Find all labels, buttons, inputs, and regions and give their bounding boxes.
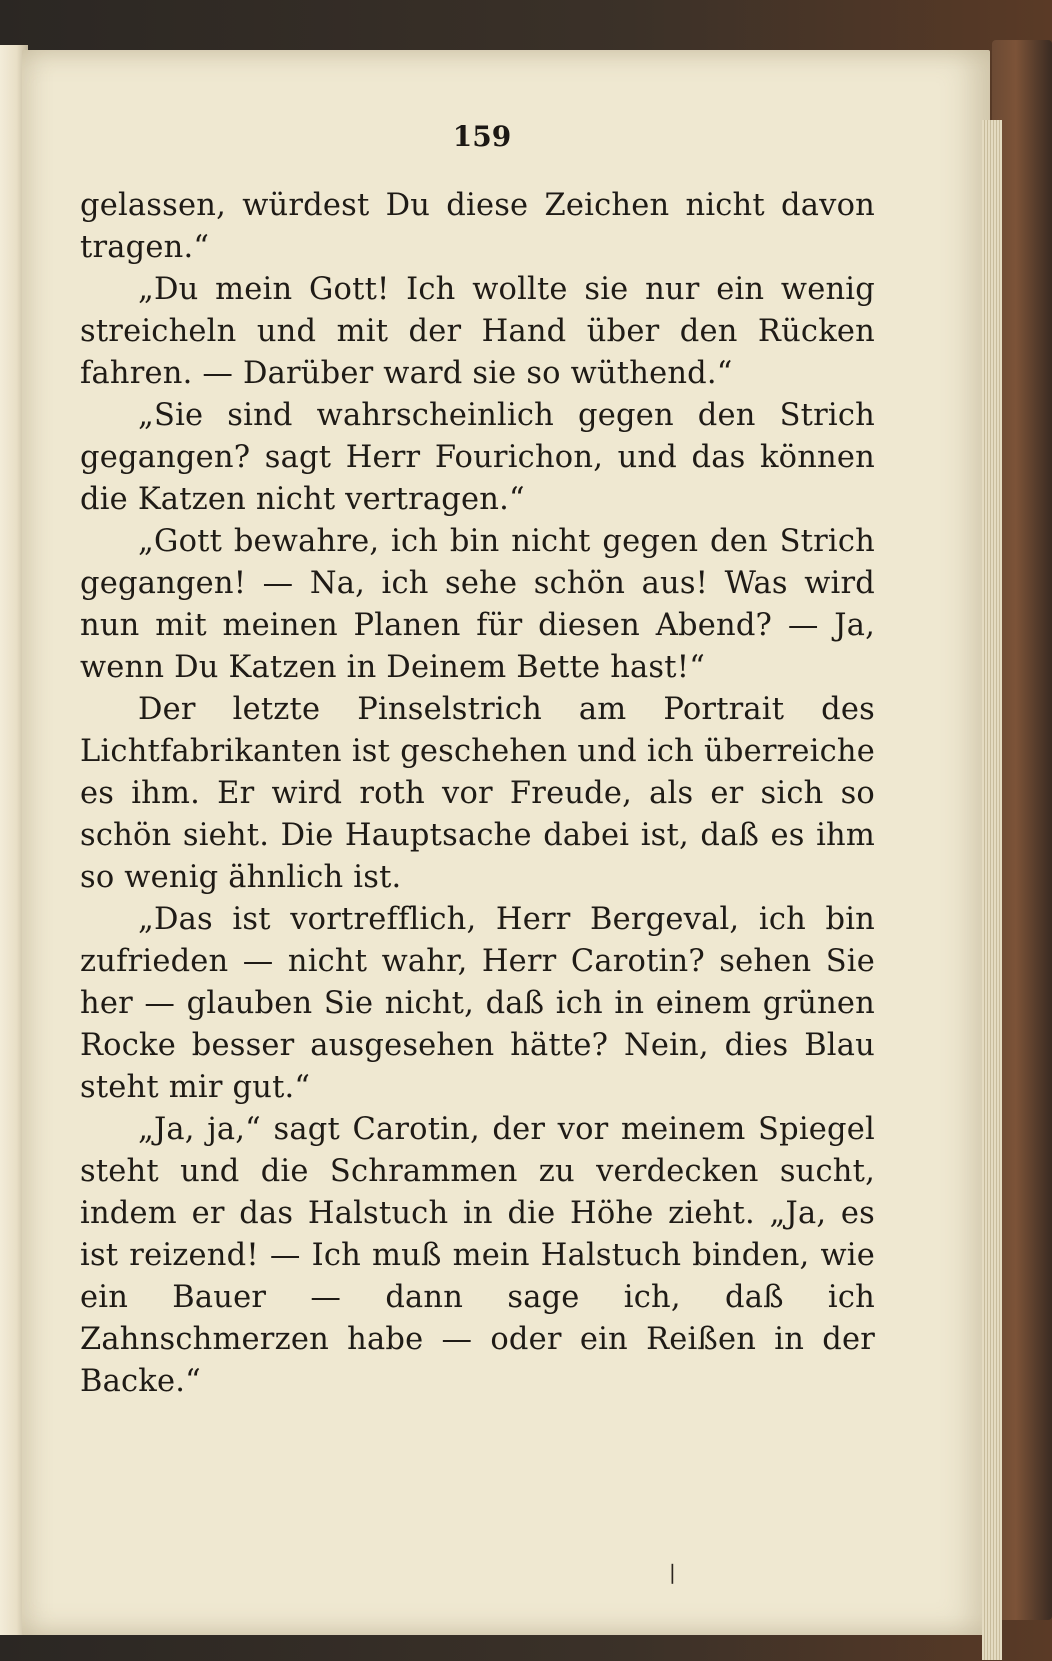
ink-mark: ❘ — [664, 1560, 681, 1584]
paragraph: gelassen, würdest Du diese Zeichen nicht davon tragen.“ — [80, 188, 875, 265]
paragraph: „Du mein Gott! Ich wollte sie nur ein wenig streicheln und mit der Hand über den Rücken fahren. — Darüber ward sie so wüthend.“ — [80, 272, 875, 391]
paragraph: „Ja, ja,“ sagt Carotin, der vor meinem Spiegel steht und die Schrammen zu verdecken sucht, indem er das Halstuch in die Höhe zieht. „Ja, es ist reizend! — Ich muß mein Halstuch binden, wie ein Bauer — dann sage ich, daß ich Zahnschmerzen habe — oder ein Reißen in der Backe.“ — [80, 1112, 875, 1399]
page-number: 159 — [452, 120, 512, 153]
paragraph: „Das ist vortrefflich, Herr Bergeval, ich bin zufrieden — nicht wahr, Herr Carotin? sehen Sie her — glauben Sie nicht, daß ich in einem grünen Rocke besser ausgesehen hätte? Nein, dies Blau steht mir gut.“ — [80, 902, 875, 1105]
paragraph: Der letzte Pinselstrich am Portrait des Lichtfabrikanten ist geschehen und ich überreiche es ihm. Er wird roth vor Freude, als er sich so schön sieht. Die Hauptsache dabei ist, daß es ihm so wenig ähnlich ist. — [80, 692, 875, 895]
page-text — [80, 185, 875, 1403]
page-stack-edge — [982, 120, 1002, 1660]
paragraph: „Sie sind wahrscheinlich gegen den Strich gegangen? sagt Herr Fourichon, und das können die Katzen nicht vertragen.“ — [80, 398, 875, 517]
paragraph: „Gott bewahre, ich bin nicht gegen den Strich gegangen! — Na, ich sehe schön aus! Was wird nun mit meinen Planen für diesen Abend? — Ja, wenn Du Katzen in Deinem Bette hast!“ — [80, 524, 875, 685]
